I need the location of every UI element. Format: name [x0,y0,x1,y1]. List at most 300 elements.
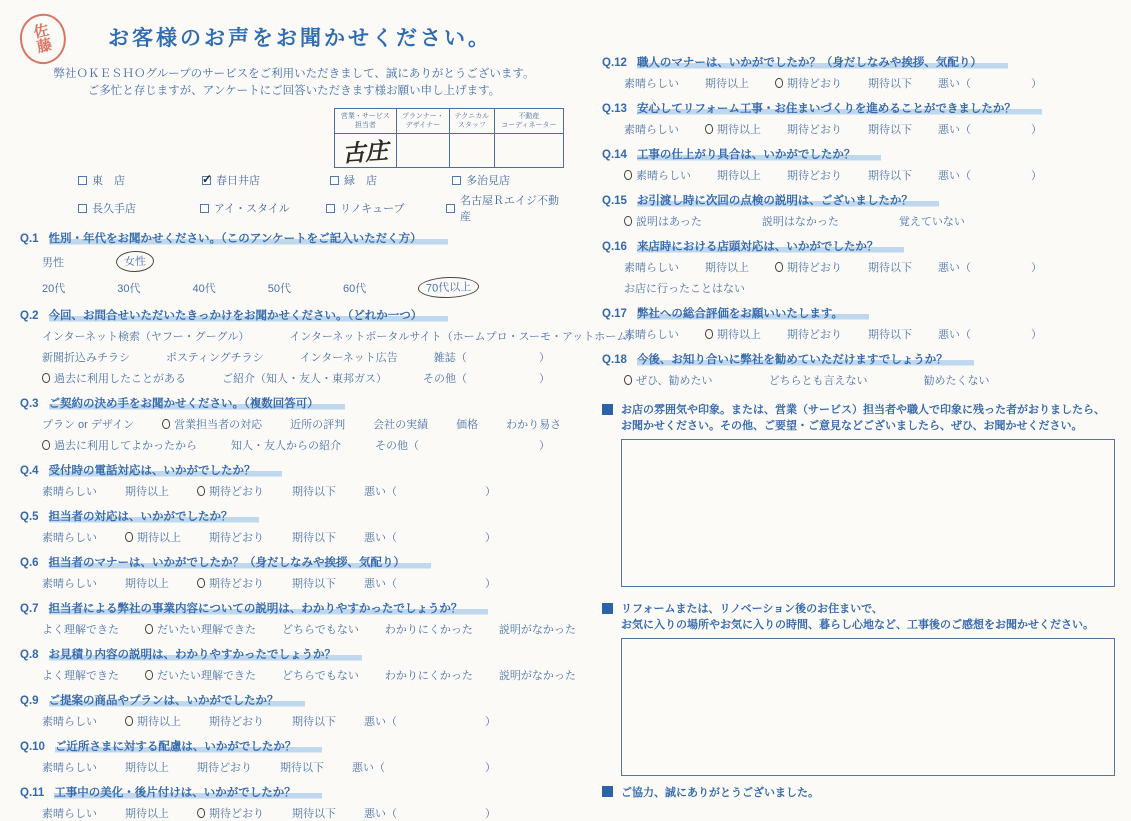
answer-option[interactable] [42,713,97,729]
question-q1 [20,230,568,298]
store-option[interactable] [78,192,200,224]
option-label: インターネット検索（ヤフー・グーグル） [42,331,250,343]
option-label: 期待以下 [292,716,336,728]
answer-option[interactable] [775,259,842,275]
option-label: 期待どおり [209,808,264,820]
answer-option[interactable] [209,529,264,545]
answer-option[interactable] [197,759,252,775]
answer-option[interactable] [364,483,397,499]
answer-option[interactable] [42,667,119,683]
option-label: 説明はなかった [761,216,839,228]
answer-option[interactable] [125,759,169,775]
option-label: 知人・友人からの紹介 [231,440,341,452]
answer-option[interactable] [868,167,912,183]
answer-option[interactable] [145,667,256,683]
question-q18 [602,351,1114,388]
option-label: 期待以上 [137,532,181,544]
store-row [78,172,568,188]
answer-option[interactable] [231,437,341,453]
option-label: ポスティングチラシ [166,352,264,364]
answer-option[interactable] [499,621,576,637]
option-label: ） [1031,170,1042,182]
answer-option[interactable] [290,416,345,432]
option-label: よく理解できた [42,624,119,636]
hand-circle-mark-icon [704,123,713,134]
option-label: ） [485,532,496,544]
option-row [42,575,568,591]
comment-heading-line: お気に入りの場所やお気に入りの時間、暮らし心地など、工事後のご感想をお聞かせください。 [621,619,1094,631]
hand-circle-mark-icon [144,623,153,634]
answer-option[interactable] [624,121,679,137]
question-title [602,100,1114,116]
staff-header-line: プランナー・ [401,113,444,120]
answer-option[interactable] [42,759,97,775]
answer-option[interactable] [197,575,264,591]
option-label: 素晴らしい [42,762,97,774]
answer-option[interactable] [787,326,842,342]
answer-option[interactable] [125,529,181,545]
hand-circle-mark-icon [623,374,632,385]
answer-option[interactable] [385,667,473,683]
option-label: だいたい理解できた [157,670,256,682]
question-q17 [602,305,1114,342]
store-option[interactable] [78,172,202,188]
option-label: よく理解できた [42,670,119,682]
option-label: 営業担当者の対応 [174,419,263,431]
answer-option[interactable] [418,277,479,298]
answer-option[interactable] [434,349,467,365]
answer-option[interactable] [506,416,561,432]
answer-option[interactable] [938,75,971,91]
store-option[interactable] [446,192,568,224]
answer-option[interactable] [193,280,216,296]
option-label: 期待以上 [717,124,761,136]
answer-option[interactable] [717,167,761,183]
question-id: Q.18 [602,354,627,366]
question-q7 [20,600,576,637]
answer-option[interactable] [209,713,264,729]
option-label: ） [1031,78,1042,90]
option-row [624,75,1114,91]
option-label: ） [485,486,496,498]
question-id: Q.11 [20,787,45,799]
question-title-text: 担当者の対応は、いかがでしたか？ [49,511,259,523]
question-title [20,508,568,524]
option-row [624,213,1114,229]
answer-option[interactable] [938,167,971,183]
answer-option[interactable] [868,259,912,275]
answer-option[interactable] [364,529,397,545]
option-label: どちらでもない [282,624,359,636]
question-title-text: 担当者のマナーは、いかがでしたか？（身だしなみや挨拶、気配り） [49,557,432,569]
option-label: 悪い（ [364,532,397,544]
answer-option[interactable] [624,259,679,275]
option-label: 60代 [343,282,367,295]
option-label: ご紹介（知人・友人・東邦ガス） [222,373,387,385]
answer-option[interactable] [222,370,387,386]
option-label: 素晴らしい [42,486,97,498]
answer-option[interactable] [787,167,842,183]
paren-close [1031,121,1042,137]
store-checkbox-group [78,172,568,224]
question-q12 [602,54,1114,91]
question-q15 [602,192,1114,229]
answer-option[interactable] [300,349,398,365]
option-label: 期待どおり [787,124,842,136]
option-label: 期待以下 [280,762,324,774]
option-label: 悪い（ [352,762,385,774]
paren-close [539,349,550,365]
option-label: 素晴らしい [624,329,679,341]
answer-option[interactable] [385,621,473,637]
option-label: だいたい理解できた [157,624,256,636]
answer-option[interactable] [292,713,336,729]
answer-option[interactable] [705,75,749,91]
option-row [42,805,568,821]
option-label: 女性 [116,250,155,272]
answer-option[interactable] [268,280,291,296]
checkbox-icon[interactable] [78,176,87,185]
option-label: 勧めたくない [923,375,990,387]
answer-option[interactable] [42,349,130,365]
question-id: Q.17 [602,308,627,320]
answer-option[interactable] [125,805,169,821]
option-label: 会社の実績 [373,419,429,431]
question-q16 [602,238,1114,296]
option-label: 期待以下 [292,532,336,544]
answer-option[interactable] [868,121,912,137]
answer-option[interactable] [145,621,256,637]
checkbox-icon[interactable] [78,204,87,213]
option-label: 説明はあった [636,216,702,228]
comment-section-1 [602,402,1114,587]
answer-option[interactable] [705,121,761,137]
store-option[interactable] [330,172,452,188]
answer-option[interactable] [624,372,713,388]
answer-option[interactable] [292,529,336,545]
option-label: 期待以下 [868,262,912,274]
right-column [602,10,1114,799]
answer-option[interactable] [289,328,638,344]
option-label: 素晴らしい [636,170,691,182]
intro-line: 弊社ＯＫＥＳＨＯグループのサービスをご利用いただきまして、誠にありがとうございます。 [53,68,535,80]
question-title-text: ご近所さまに対する配慮は、いかがでしたか？ [55,741,323,753]
checkbox-checked-icon[interactable] [202,176,211,185]
paren-close [485,759,496,775]
option-label: 期待どおり [209,716,264,728]
option-label: どちらでもない [282,670,359,682]
store-label: リノキューブ [339,203,405,215]
option-label: 期待以上 [125,762,169,774]
staff-table-header [494,109,563,134]
option-label: 期待以上 [705,78,749,90]
checkbox-icon[interactable] [326,204,335,213]
answer-option[interactable] [42,254,64,270]
option-label: わかり易さ [506,419,562,431]
paren-close [539,370,550,386]
option-label: インターネットポータルサイト（ホームプロ・スーモ・アットホーム） [289,331,639,343]
option-label: 期待どおり [209,578,264,590]
answer-option[interactable] [42,621,119,637]
option-row [624,326,1114,342]
option-label: 悪い（ [364,808,397,820]
store-row [78,192,568,224]
answer-option[interactable] [364,575,397,591]
answer-option[interactable] [197,483,264,499]
question-id: Q.5 [20,511,39,523]
intro-line: ご多忙と存じますが、アンケートにご回答いただきます様お願い申し上げます。 [87,85,501,97]
stamp-char: 藤 [35,36,54,57]
answer-option[interactable] [280,759,324,775]
answer-option[interactable] [624,167,691,183]
staff-header-line: 営業・サービス [340,113,390,120]
question-title [20,395,568,411]
answer-option[interactable] [166,349,264,365]
answer-option[interactable] [924,372,990,388]
question-id: Q.7 [20,603,39,615]
stamp-char: 佐 [32,21,51,42]
question-id: Q.14 [602,149,627,161]
option-label: 期待以下 [292,808,336,820]
option-row [624,167,1114,183]
store-label: 緑 店 [344,175,377,187]
answer-option[interactable] [705,326,761,342]
option-label: その他（ [375,440,419,452]
option-row [42,349,568,365]
staff-name-cell[interactable] [450,134,495,168]
question-title-text: 工事の仕上がり具合は、いかがでしたか？ [637,149,882,161]
option-label: インターネット広告 [299,352,398,364]
paren-close [1031,167,1042,183]
staff-header-line: コーディネーター [501,122,557,129]
option-label: 雑誌（ [433,352,467,364]
paren-close [1031,259,1042,275]
question-title-text: 担当者による弊社の事業内容についての説明は、わかりやすかったでしょうか？ [49,603,489,615]
option-label: 新聞折込みチラシ [42,352,130,364]
answer-option[interactable] [375,437,419,453]
store-label: 長久手店 [92,203,136,215]
staff-table-header [335,109,397,134]
option-label: 期待以下 [868,124,912,136]
staff-name-cell[interactable] [494,134,563,168]
option-label: 素晴らしい [624,78,679,90]
answer-option[interactable] [42,416,134,432]
answer-option[interactable] [762,213,839,229]
question-q6 [20,554,568,591]
question-title-text: 今後、お知り合いに弊社を勧めていただけますでしょうか？ [637,354,974,366]
answer-option[interactable] [282,621,359,637]
option-label: 期待どおり [787,262,842,274]
answer-option[interactable] [42,805,97,821]
answer-option[interactable] [42,529,97,545]
question-id: Q.12 [602,57,627,69]
answer-option[interactable] [938,259,971,275]
option-label: 素晴らしい [624,124,679,136]
paren-close [485,575,496,591]
option-label: 期待以下 [292,486,336,498]
option-label: ） [539,352,550,364]
answer-option[interactable] [292,805,336,821]
handwritten-staff-name: 古庄 [341,137,390,168]
answer-option[interactable] [116,251,154,272]
answer-option[interactable] [125,713,181,729]
question-title-text: ご提案の商品やプランは、いかがでしたか？ [49,695,305,707]
question-title [602,305,1114,321]
staff-header-line: スタッフ [457,122,486,129]
answer-option[interactable] [364,805,397,821]
option-label: その他（ [423,373,467,385]
answer-option[interactable] [282,667,359,683]
option-label: 素晴らしい [624,262,679,274]
option-label: 悪い（ [938,124,971,136]
answer-option[interactable] [373,416,428,432]
option-row [624,280,1114,296]
comment-input-box[interactable] [621,439,1115,587]
question-q3 [20,395,568,453]
option-label: 期待以下 [292,578,336,590]
option-row [42,621,576,637]
comment-section-2 [602,601,1114,776]
hand-circle-mark-icon [774,77,783,88]
option-row [42,251,568,272]
answer-option[interactable] [775,75,842,91]
staff-table-header [450,109,495,134]
option-label: 期待以上 [125,578,169,590]
option-row [624,121,1114,137]
question-title [602,238,1114,254]
answer-option[interactable] [42,483,97,499]
option-label: 悪い（ [364,578,397,590]
staff-name-cell[interactable] [396,134,449,168]
answer-option[interactable] [117,280,140,296]
staff-name-cell[interactable] [335,134,397,168]
comment-heading [602,601,1114,633]
answer-option[interactable] [787,121,842,137]
answer-option[interactable] [42,437,197,453]
option-label: 期待どおり [787,78,842,90]
option-label: 期待以下 [868,170,912,182]
answer-option[interactable] [868,326,912,342]
answer-option[interactable] [292,483,336,499]
checkbox-icon[interactable] [452,176,461,185]
hand-circle-mark-icon [41,439,50,450]
store-option[interactable] [202,172,330,188]
store-option[interactable] [200,192,326,224]
option-label: 悪い（ [938,329,971,341]
checkbox-icon[interactable] [330,176,339,185]
option-label: 覚えていない [898,216,965,228]
answer-option[interactable] [624,75,679,91]
store-option[interactable] [452,172,510,188]
option-label: わかりにくかった [384,624,473,636]
store-label: 東 店 [92,175,125,187]
question-title-text: 職人のマナーは、いかがでしたか？（身だしなみや挨拶、気配り） [637,57,1008,69]
question-id: Q.10 [20,741,45,753]
option-label: 期待以上 [125,808,169,820]
answer-option[interactable] [364,713,397,729]
option-label: 過去に利用してよかったから [54,440,197,452]
answer-option[interactable] [899,213,965,229]
question-title [20,462,568,478]
option-row [42,483,568,499]
intro-text [20,66,568,100]
option-label: 期待以上 [125,486,169,498]
answer-option[interactable] [868,75,912,91]
questions-right [602,54,1114,388]
question-title-text: 今回、お問合せいただいたきっかけをお聞かせください。（どれか一つ） [49,310,449,322]
comment-input-box[interactable] [621,638,1115,776]
option-label: ） [485,762,496,774]
answer-option[interactable] [499,667,576,683]
option-row [42,328,639,344]
option-label: 期待どおり [787,170,842,182]
paren-close [1031,75,1042,91]
answer-option[interactable] [456,416,478,432]
answer-option[interactable] [938,121,971,137]
store-label: 春日井店 [216,175,260,187]
question-q4 [20,462,568,499]
staff-table-header [396,109,449,134]
answer-option[interactable] [769,372,868,388]
answer-option[interactable] [624,213,702,229]
staff-header-line: 不動産 [518,113,540,120]
option-label: 説明がなかった [498,624,576,636]
question-q5 [20,508,568,545]
answer-option[interactable] [42,575,97,591]
closing-note [602,784,1114,800]
question-q10 [20,738,568,775]
answer-option[interactable] [197,805,264,821]
answer-option[interactable] [292,575,336,591]
option-label: 近所の評判 [290,419,346,431]
answer-option[interactable] [352,759,385,775]
square-bullet-icon [602,404,613,415]
hand-circle-mark-icon [623,169,632,180]
answer-option[interactable] [423,370,467,386]
store-option[interactable] [326,192,446,224]
answer-option[interactable] [624,280,745,296]
answer-option[interactable] [42,328,249,344]
option-label: 悪い（ [938,78,971,90]
square-bullet-icon [602,603,613,614]
answer-option[interactable] [42,370,186,386]
question-title-text: お見積り内容の説明は、わかりやすかったでしょうか？ [49,649,363,661]
option-label: ぜひ、勧めたい [636,375,713,387]
question-title-text: 性別・年代をお聞かせください。（このアンケートをご記入いただく方） [49,233,448,245]
paren-close [485,805,496,821]
staff-table [334,108,564,168]
answer-option[interactable] [162,416,262,432]
hand-circle-mark-icon [774,261,783,272]
question-id: Q.15 [602,195,627,207]
answer-option[interactable] [125,575,169,591]
option-label: 素晴らしい [42,716,97,728]
answer-option[interactable] [125,483,169,499]
question-title-text: 安心してリフォーム工事・お住まいづくりを進めることができましたか？ [637,103,1042,115]
answer-option[interactable] [42,280,65,296]
answer-option[interactable] [343,280,366,296]
answer-option[interactable] [705,259,749,275]
question-title-text: お引渡し時に次回の点検の説明は、ございましたか？ [637,195,939,207]
checkbox-icon[interactable] [200,204,209,213]
paren-close [485,713,496,729]
option-label: ） [485,578,496,590]
answer-option[interactable] [938,326,971,342]
checkbox-icon[interactable] [446,204,455,213]
option-row [42,713,568,729]
square-bullet-icon [602,786,613,797]
question-title-text: 来店時における店頭対応は、いかがでしたか？ [637,241,905,253]
